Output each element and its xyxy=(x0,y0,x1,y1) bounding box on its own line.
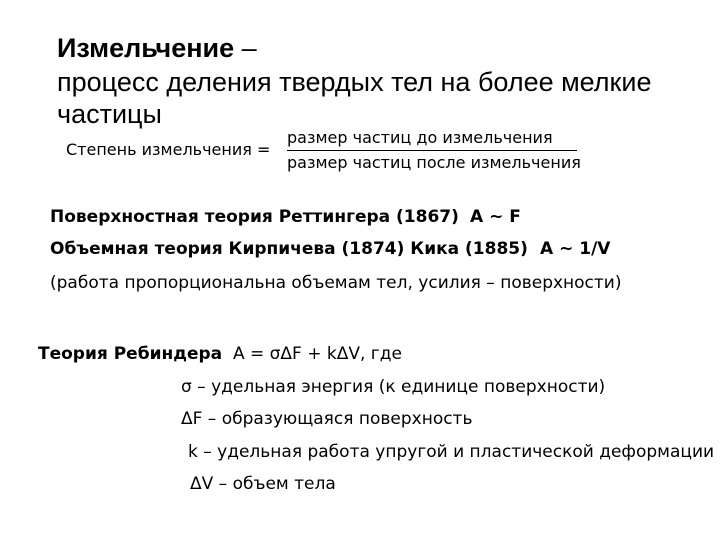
rittinger-formula: A ~ F xyxy=(470,207,521,227)
legend-k: k – удельная работа упругой и пластической деформации xyxy=(188,442,715,462)
fraction-denominator: размер частиц после измельчения xyxy=(287,153,581,172)
legend-delta-v: ΔV – объем тела xyxy=(190,474,336,494)
rittinger-theory-name: Поверхностная теория Реттингера (1867) xyxy=(50,207,459,227)
definition-heading-line3: частицы xyxy=(57,99,162,129)
term-dash: – xyxy=(234,33,257,63)
degree-label: Степень измельчения = xyxy=(66,140,271,159)
kirpichev-theory-name: Объемная теория Кирпичева (1874) Кика (1885) xyxy=(50,239,528,259)
definition-heading-line1 xyxy=(57,32,257,64)
rebinder-line xyxy=(38,343,402,365)
term-title: Измельчение xyxy=(57,33,235,63)
legend-delta-f: ΔF – образующаяся поверхность xyxy=(181,409,473,429)
rebinder-formula: A = σΔF + kΔV, где xyxy=(232,344,402,364)
legend-sigma: σ – удельная энергия (к единице поверхности) xyxy=(181,377,606,397)
rebinder-theory-name: Теория Ребиндера xyxy=(38,344,223,364)
degree-fraction xyxy=(287,128,581,173)
fraction-numerator: размер частиц до измельчения xyxy=(287,128,553,147)
theory-note: (работа пропорциональна объемам тел, усилия – поверхности) xyxy=(50,273,622,293)
definition-heading-line2: процесс деления твердых тел на более мелкие xyxy=(57,67,652,97)
kirpichev-formula: A ~ 1/V xyxy=(540,239,611,259)
